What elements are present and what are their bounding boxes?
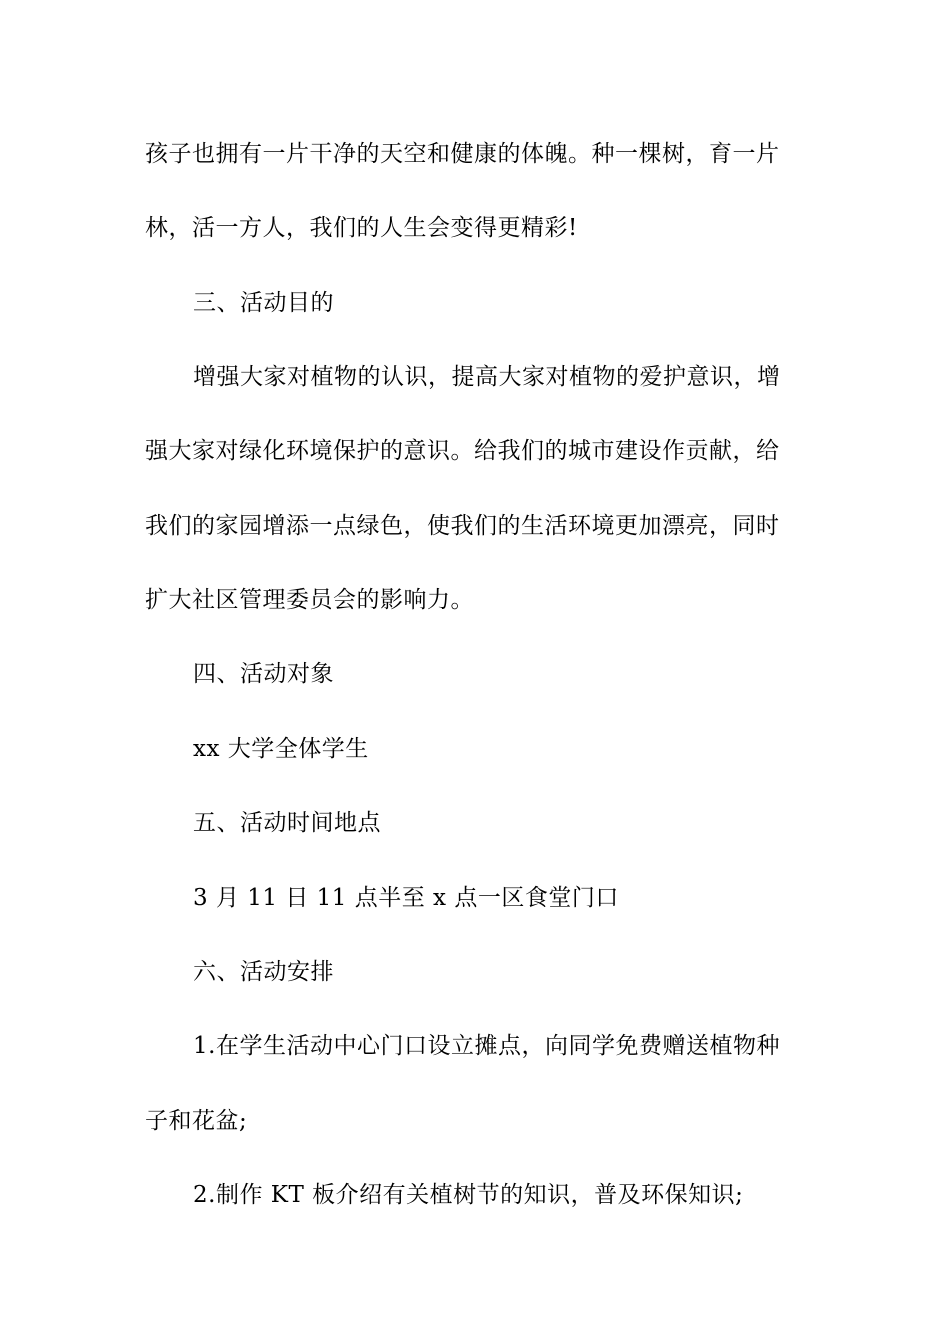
paragraph-line: 扩大社区管理委员会的影响力。 (145, 587, 474, 613)
paragraph-line: xx 大学全体学生 (193, 736, 369, 762)
section-heading-time-place: 五、活动时间地点 (193, 810, 381, 836)
paragraph-line: 强大家对绿化环境保护的意识。给我们的城市建设作贡献，给 (145, 438, 780, 464)
section-heading-arrangement: 六、活动安排 (193, 959, 334, 985)
paragraph-line: 增强大家对植物的认识，提高大家对植物的爱护意识，增 (193, 364, 781, 390)
paragraph-line: 林，活一方人，我们的人生会变得更精彩! (145, 215, 578, 241)
list-item-line: 1.在学生活动中心门口设立摊点，向同学免费赠送植物种 (193, 1033, 780, 1059)
paragraph-line: 孩子也拥有一片干净的天空和健康的体魄。种一棵树，育一片 (145, 141, 780, 167)
section-heading-audience: 四、活动对象 (193, 661, 334, 687)
paragraph-line: 3 月 11 日 11 点半至 x 点一区食堂门口 (193, 885, 619, 911)
paragraph-line: 我们的家园增添一点绿色，使我们的生活环境更加漂亮，同时 (145, 513, 780, 539)
list-item-line: 子和花盆; (145, 1108, 248, 1134)
section-heading-purpose: 三、活动目的 (193, 290, 334, 316)
list-item-line: 2.制作 KT 板介绍有关植树节的知识，普及环保知识; (193, 1182, 744, 1208)
